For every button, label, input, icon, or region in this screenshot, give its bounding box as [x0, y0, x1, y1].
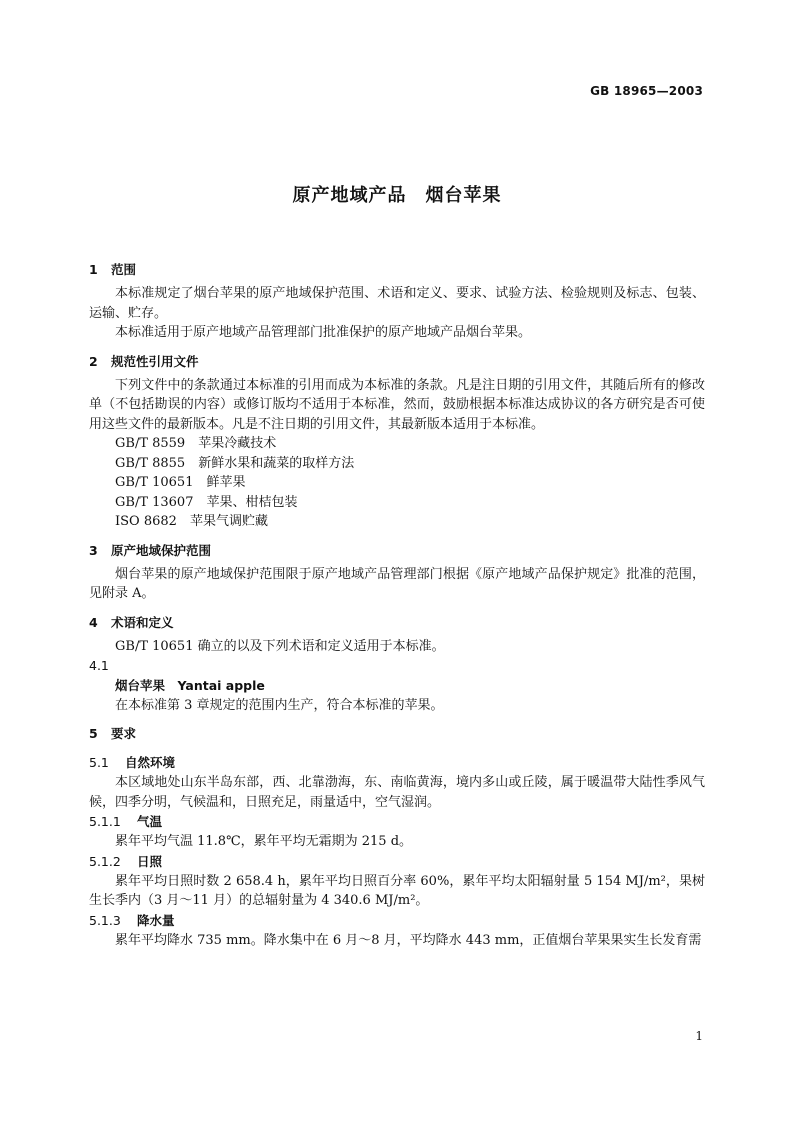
reference-item: [89, 434, 705, 454]
document-body: [89, 260, 705, 950]
subsection-number: 5.1.2: [89, 853, 121, 869]
paragraph: 烟台苹果的原产地域保护范围限于原产地域产品管理部门根据《原产地域产品保护规定》批准的范围，见附录 A。: [89, 566, 705, 601]
subsection-title: 气温: [137, 814, 163, 829]
paragraph: 下列文件中的条款通过本标准的引用而成为本标准的条款。凡是注日期的引用文件，其随后所有的修改单（不包括勘误的内容）或修订版均不适用于本标准，然而，鼓励根据本标准达成协议的各方研究是否可使用这些文件的最新版本。凡是不注日期的引用文件，其最新版本适用于本标准。: [89, 377, 705, 432]
section-heading-1: [89, 260, 705, 280]
paragraph: GB/T 10651 确立的以及下列术语和定义适用于本标准。: [115, 638, 445, 654]
section-title: 要求: [111, 726, 137, 741]
section-heading-2: [89, 352, 705, 372]
section-number: 2: [89, 353, 98, 369]
subsection-heading-5-1-1: [89, 812, 705, 832]
subsection-heading-5-1: [89, 753, 705, 773]
reference-item: [89, 493, 705, 513]
reference-name: 苹果、柑桔包装: [206, 494, 298, 510]
section-number: 1: [89, 262, 98, 277]
reference-name: 鲜苹果: [206, 475, 246, 490]
paragraph: 累年平均日照时数 2 658.4 h，累年平均日照百分率 60%，累年平均太阳辐射量 5 154 MJ/m²，果树生长季内（3 月～11 月）的总辐射量为 4 340.6 MJ/m²。: [89, 873, 705, 908]
section-number: 4: [89, 614, 98, 630]
reference-name: 新鲜水果和蔬菜的取样方法: [198, 455, 355, 471]
paragraph: 累年平均降水 735 mm。降水集中在 6 月～8 月，平均降水 443 mm，正值烟台苹果果实生长发育需: [115, 932, 702, 948]
section-number: 5: [89, 726, 98, 741]
subsection-heading-5-1-3: [89, 911, 705, 931]
subsection-number: 5.1.3: [89, 912, 121, 928]
paragraph: 本标准规定了烟台苹果的原产地域保护范围、术语和定义、要求、试验方法、检验规则及标志、包装、运输、贮存。: [89, 286, 705, 321]
section-title: 范围: [111, 262, 137, 277]
reference-code: ISO 8682: [115, 514, 177, 529]
document-title: 原产地域产品 烟台苹果: [292, 185, 502, 206]
standard-code: GB 18965—2003: [590, 84, 703, 98]
subsection-number-text: 4.1: [89, 658, 109, 673]
subsection-heading-5-1-2: [89, 852, 705, 872]
reference-name: 苹果冷藏技术: [198, 436, 277, 451]
reference-code: GB/T 13607: [115, 494, 194, 510]
subsection-title: 自然环境: [125, 755, 176, 770]
paragraph: 本标准适用于原产地域产品管理部门批准保护的原产地域产品烟台苹果。: [115, 325, 532, 340]
section-heading-4: [89, 613, 705, 633]
reference-item: [89, 454, 705, 474]
reference-code: GB/T 8855: [115, 455, 186, 471]
term-definition: 在本标准第 3 章规定的范围内生产，符合本标准的苹果。: [115, 697, 444, 713]
section-number: 3: [89, 542, 98, 558]
section-title: 术语和定义: [111, 614, 174, 630]
section-title: 原产地域保护范围: [111, 542, 212, 558]
reference-item: [89, 473, 705, 493]
page-number: 1: [695, 1029, 703, 1043]
reference-code: GB/T 8559: [115, 436, 186, 451]
subsection-number: 5.1.1: [89, 814, 121, 829]
section-heading-5: [89, 724, 705, 744]
reference-item: [89, 512, 705, 532]
reference-code: GB/T 10651: [115, 475, 194, 490]
reference-name: 苹果气调贮藏: [189, 514, 268, 529]
subsection-number: 5.1: [89, 755, 109, 770]
section-title: 规范性引用文件: [111, 353, 199, 369]
section-heading-3: [89, 541, 705, 561]
term-heading: 烟台苹果 Yantai apple: [115, 678, 265, 693]
subsection-title: 降水量: [137, 912, 175, 928]
subsection-number: [89, 656, 705, 676]
subsection-title: 日照: [137, 853, 163, 869]
paragraph: 累年平均气温 11.8℃，累年平均无霜期为 215 d。: [115, 834, 413, 849]
paragraph: 本区域地处山东半岛东部，西、北靠渤海，东、南临黄海，境内多山或丘陵，属于暖温带大陆性季风气候，四季分明，气候温和，日照充足，雨量适中，空气湿润。: [89, 775, 705, 810]
